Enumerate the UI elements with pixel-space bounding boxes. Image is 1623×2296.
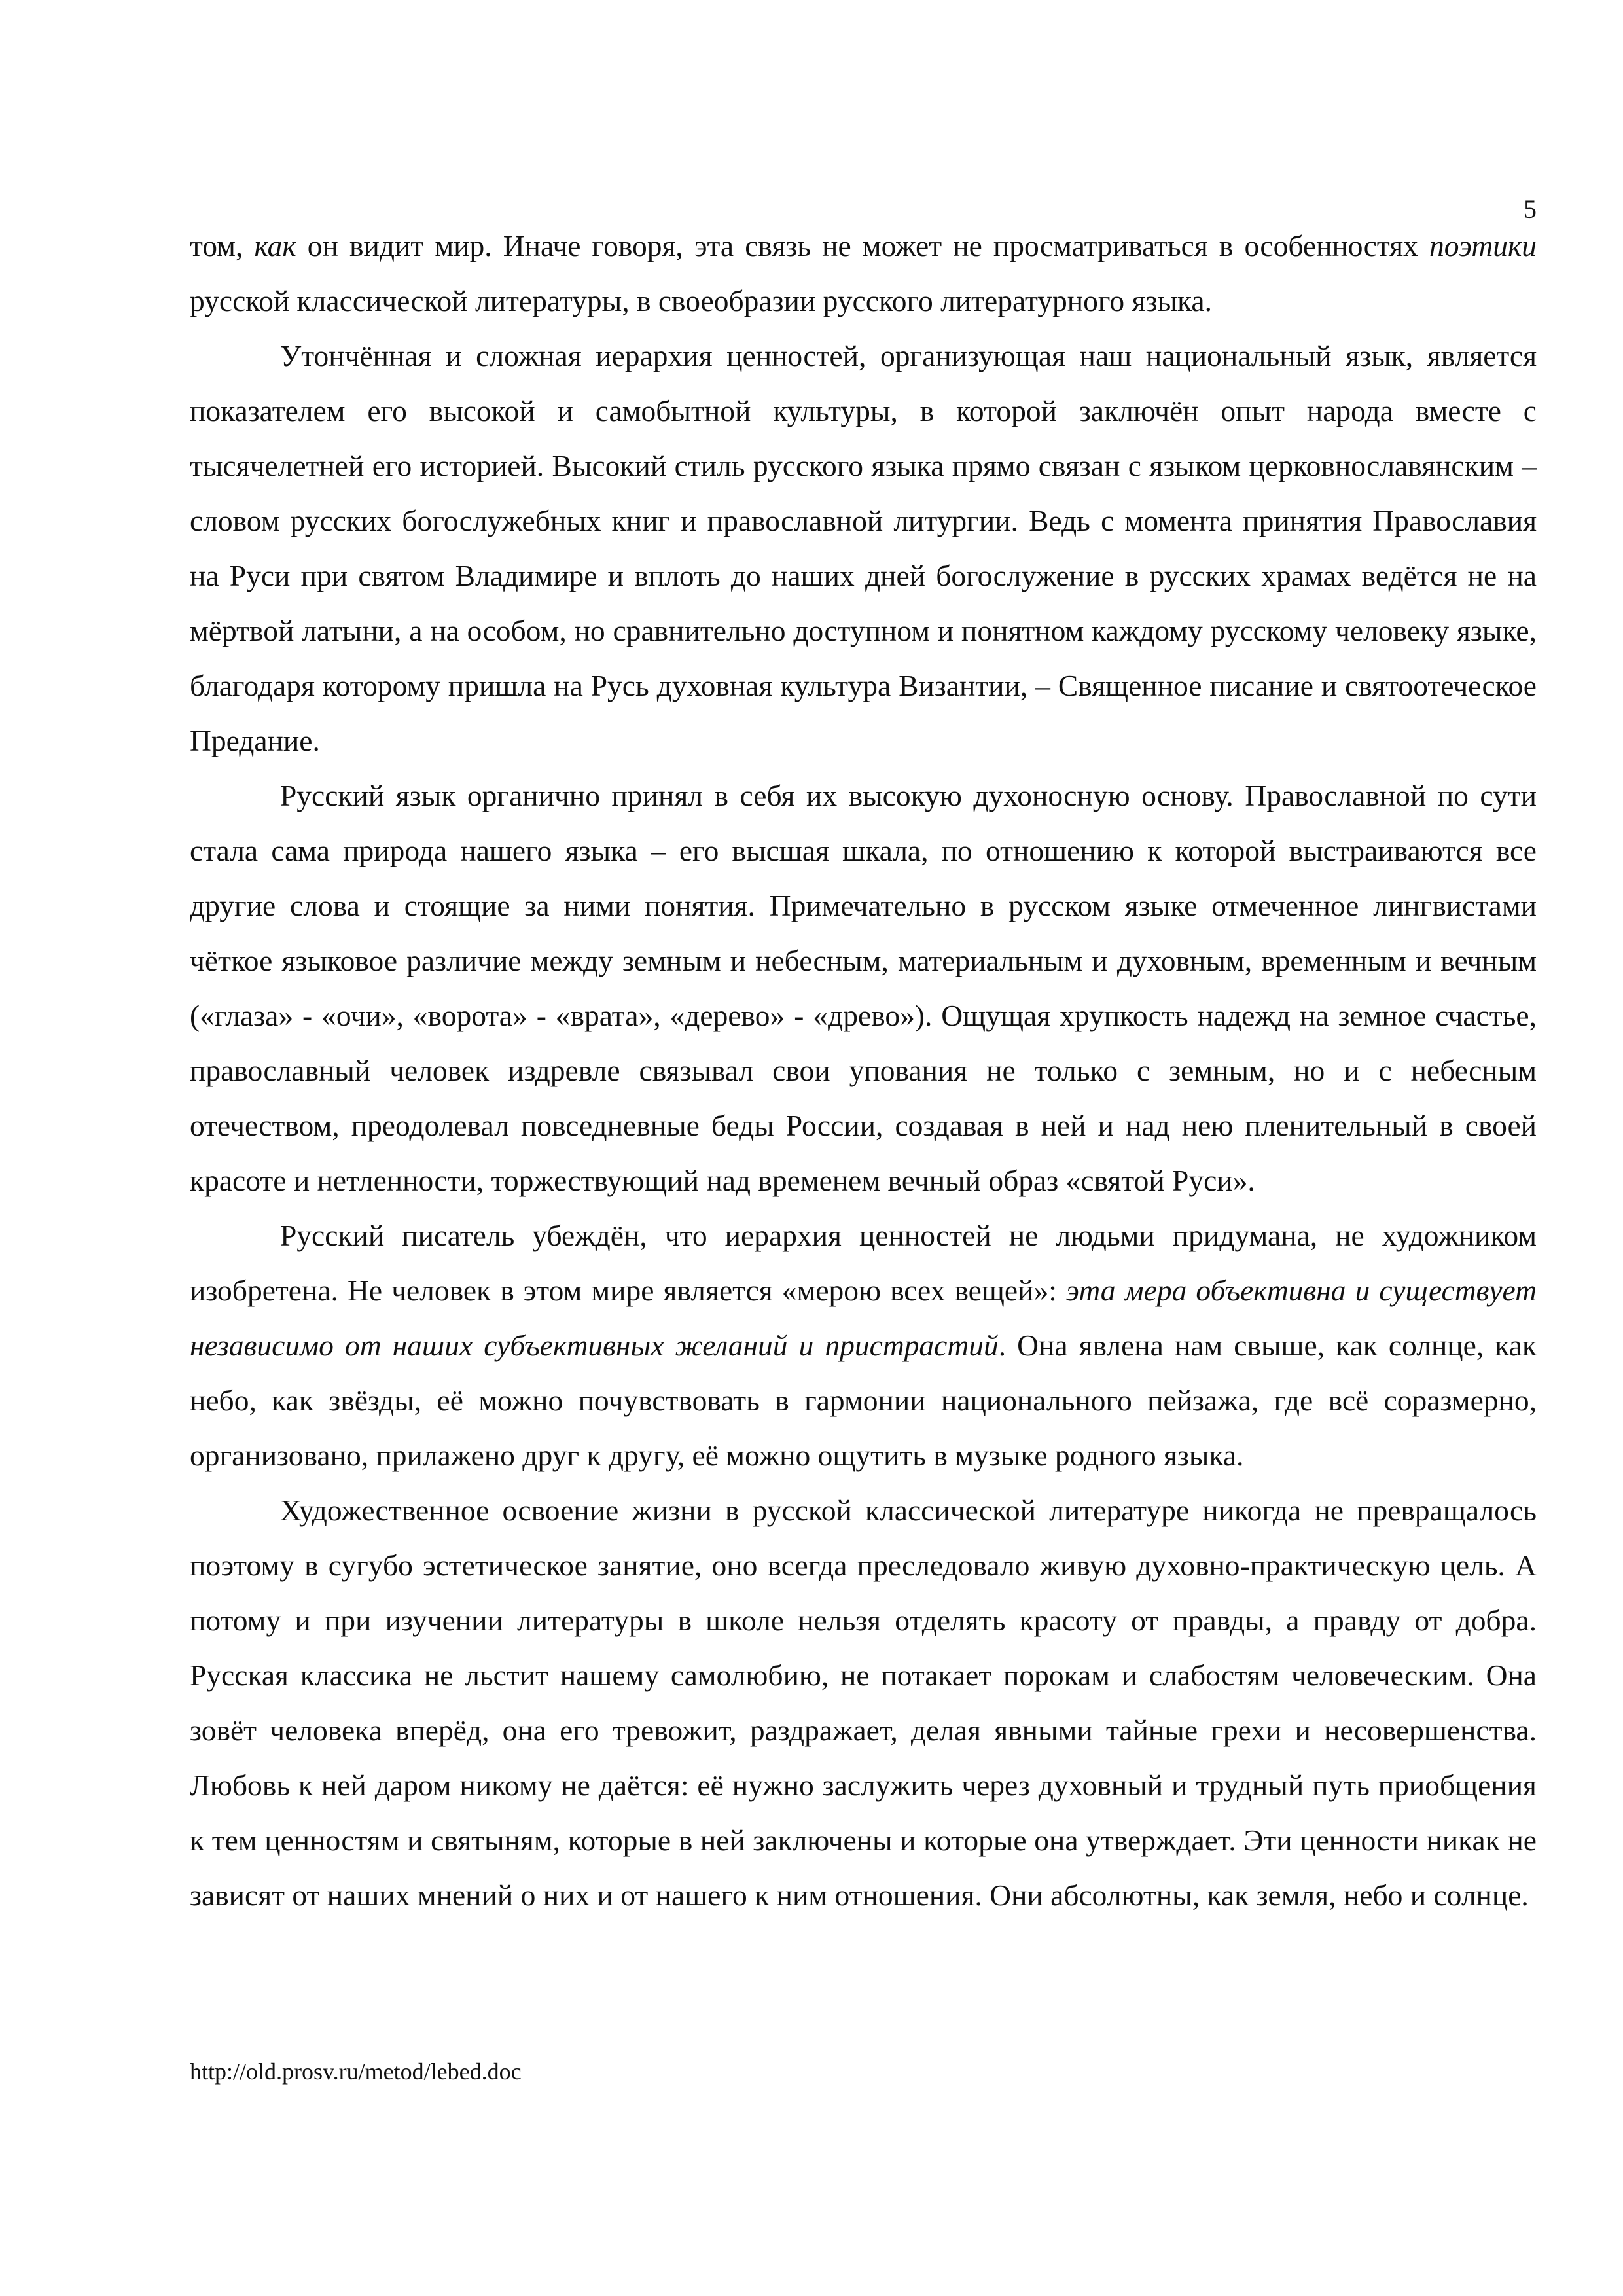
body-text — [190, 219, 1537, 1923]
paragraph-1 — [190, 219, 1537, 329]
text-segment: . Она явлена нам свыше, как солнце, как небо, как звёзды, её можно почувствовать в гармонии национального пейзажа, где всё соразмерно, организовано, прилажено друг к другу, её можно ощутить в музыке родного языка. — [190, 1329, 1537, 1472]
text-segment: том, — [190, 229, 255, 262]
footer-source-url: http://old.prosv.ru/metod/lebed.doc — [190, 2058, 522, 2085]
italic-segment: поэтики — [1429, 229, 1537, 262]
text-segment: он видит мир. Иначе говоря, эта связь не может не просматриваться в особенностях — [296, 229, 1429, 262]
paragraph-4 — [190, 1208, 1537, 1483]
text-segment: Русский писатель убеждён, что иерархия ценностей не людьми придумана, не художником изобретена. Не человек в этом мире является «мерою всех вещей»: — [190, 1219, 1537, 1307]
text-segment: русской классической литературы, в своеобразии русского литературного языка. — [190, 284, 1212, 317]
text-segment: Русский язык органично принял в себя их высокую духоносную основу. Православной по сути стала сама природа нашего языка – его высшая шкала, по отношению к которой выстраиваются все другие слова и стоящие за ними понятия. Примечательно в русском языке отмеченное лингвистами чёткое языковое различие между земным и небесным, материальным и духовным, временным и вечным («глаза» - «очи», «ворота» - «врата», «дерево» - «древо»). Ощущая хрупкость надежд на земное счастье, православный человек издревле связывал свои упования не только с земным, но и с небесным отечеством, преодолевал повседневные беды России, создавая в ней и над нею пленительный в своей красоте и нетленности, торжествующий над временем вечный образ «святой Руси». — [190, 779, 1537, 1197]
paragraph-2 — [190, 329, 1537, 768]
page-number: 5 — [1524, 194, 1537, 224]
italic-segment: как — [254, 229, 296, 262]
paragraph-3 — [190, 768, 1537, 1208]
paragraph-5 — [190, 1483, 1537, 1923]
text-segment: Художественное освоение жизни в русской классической литературе никогда не превращалось поэтому в сугубо эстетическое занятие, оно всегда преследовало живую духовно-практическую цель. А потому и при изучении литературы в школе нельзя отделять красоту от правды, а правду от добра. Русская классика не льстит нашему самолюбию, не потакает порокам и слабостям человеческим. Она зовёт человека вперёд, она его тревожит, раздражает, делая явными тайные грехи и несовершенства. Любовь к ней даром никому не даётся: её нужно заслужить через духовный и трудный путь приобщения к тем ценностям и святыням, которые в ней заключены и которые она утверждает. Эти ценности никак не зависят от наших мнений о них и от нашего к ним отношения. Они абсолютны, как земля, небо и солнце. — [190, 1494, 1537, 1912]
text-segment: Утончённая и сложная иерархия ценностей, организующая наш национальный язык, является показателем его высокой и самобытной культуры, в которой заключён опыт народа вместе с тысячелетней его историей. Высокий стиль русского языка прямо связан с языком церковнославянским – словом русских богослужебных книг и православной литургии. Ведь с момента принятия Православия на Руси при святом Владимире и вплоть до наших дней богослужение в русских храмах ведётся не на мёртвой латыни, а на особом, но сравнительно доступном и понятном каждому русскому человеку языке, благодаря которому пришла на Русь духовная культура Византии, – Священное писание и святоотеческое Предание. — [190, 339, 1537, 757]
italic-segment: эта мера объективна и существует независимо от наших субъективных желаний и пристрастий — [190, 1274, 1537, 1362]
